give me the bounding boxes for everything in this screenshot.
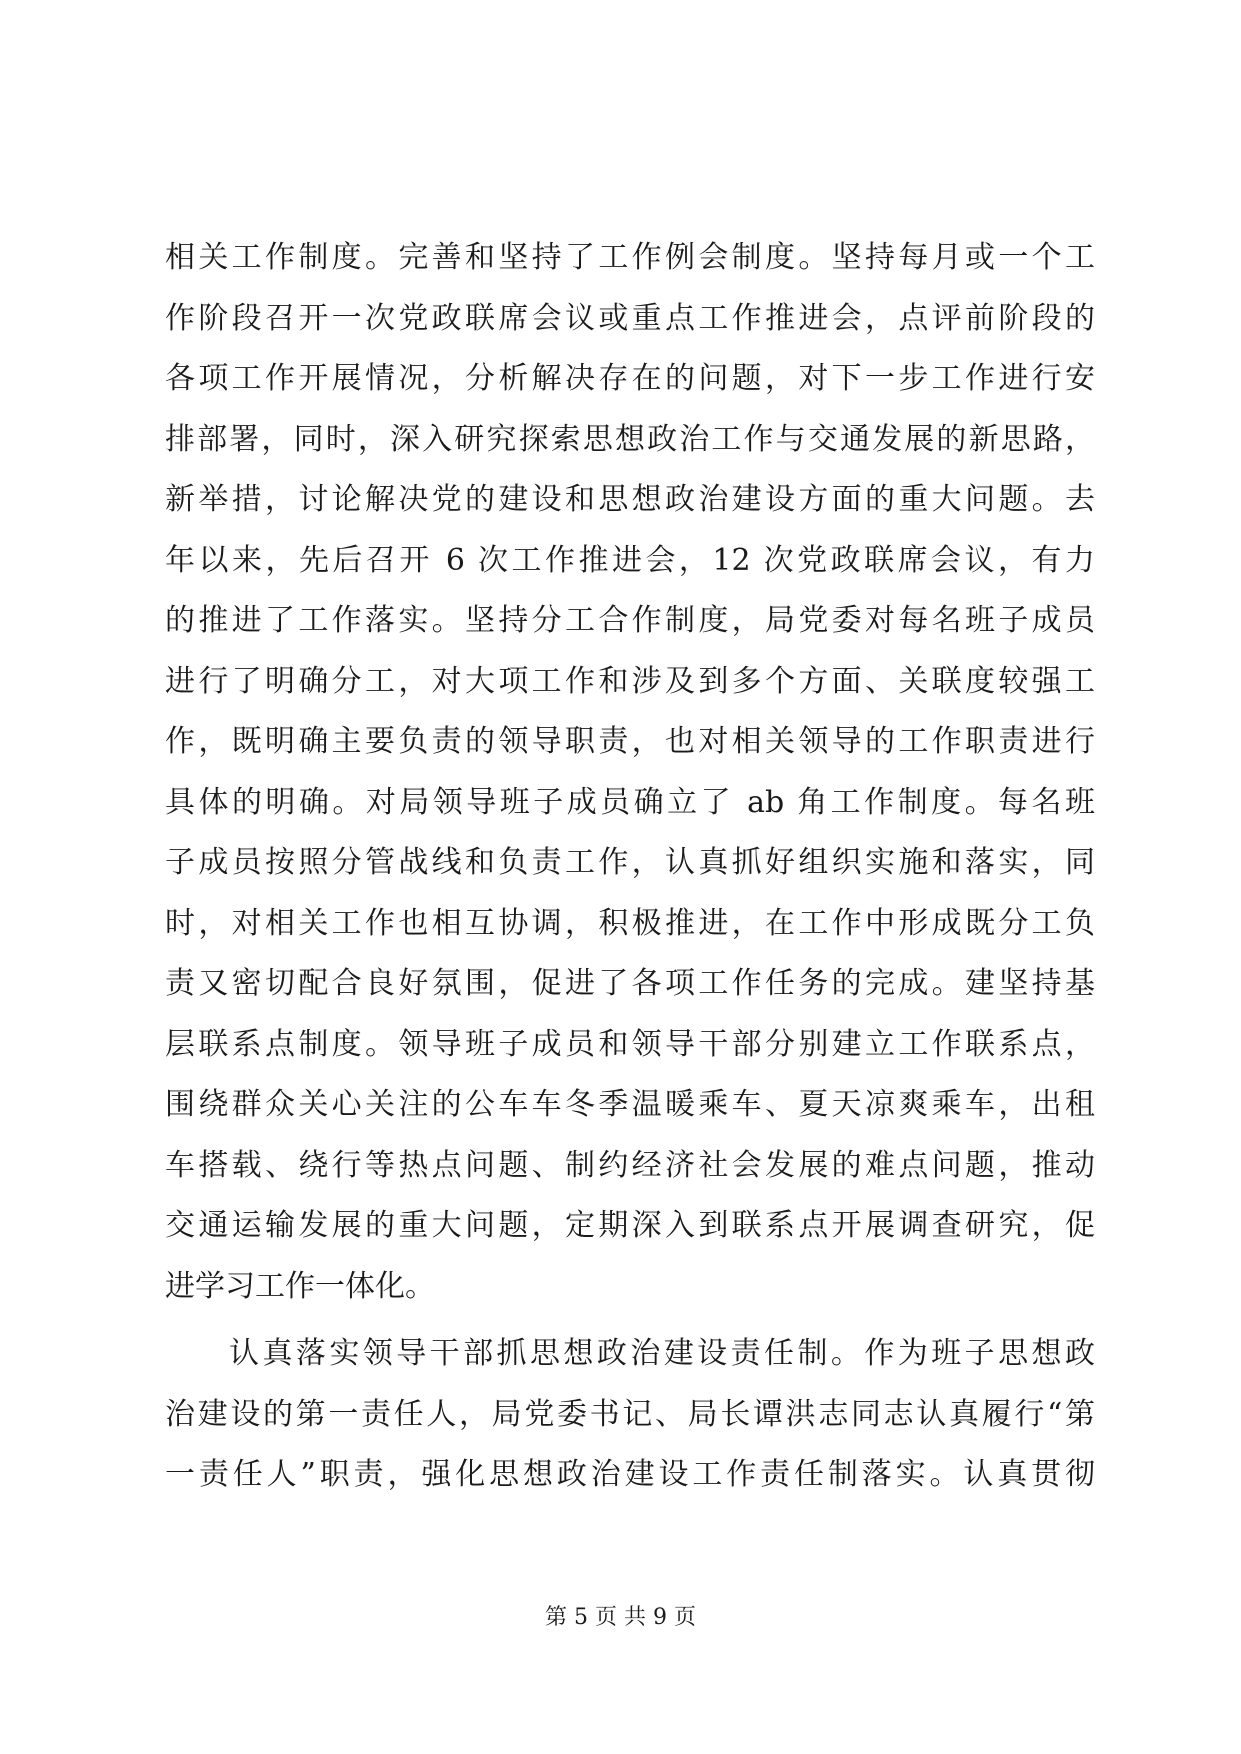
text-line: 交通运输发展的重大问题，定期深入到联系点开展调查研究，促 [165,1208,1095,1243]
text-line: 作阶段召开一次党政联席会议或重点工作推进会，点评前阶段的 [165,300,1095,336]
body-text [165,228,1095,1506]
text-line: 新举措，讨论解决党的建设和思想政治建设方面的重大问题。去 [165,482,1095,517]
text-line: 一责任人”职责，强化思想政治建设工作责任制落实。认真贯彻 [165,1457,1095,1492]
text-line: 认真落实领导干部抓思想政治建设责任制。作为班子思想政 [229,1336,1095,1371]
text-line: 各项工作开展情况，分析解决存在的问题，对下一步工作进行安 [165,361,1095,396]
paragraph-1 [165,228,1095,1317]
paragraph-2 [165,1324,1095,1506]
text-line: 具体的明确。对局领导班子成员确立了 ab 角工作制度。每名班 [165,784,1095,820]
text-line: 进学习工作一体化。 [165,1268,435,1304]
text-line: 相关工作制度。完善和坚持了工作例会制度。坚持每月或一个工 [165,240,1095,275]
text-line: 层联系点制度。领导班子成员和领导干部分别建立工作联系点， [165,1026,1095,1062]
text-line: 治建设的第一责任人，局党委书记、局长谭洪志同志认真履行“第 [165,1396,1095,1432]
text-line: 排部署，同时，深入研究探索思想政治工作与交通发展的新思路， [165,421,1095,457]
text-line: 车搭载、绕行等热点问题、制约经济社会发展的难点问题，推动 [165,1147,1095,1183]
text-line: 的推进了工作落实。坚持分工合作制度，局党委对每名班子成员 [165,603,1095,638]
text-line: 围绕群众关心关注的公车车冬季温暖乘车、夏天凉爽乘车，出租 [165,1087,1095,1122]
text-line: 作，既明确主要负责的领导职责，也对相关领导的工作职责进行 [165,724,1095,759]
text-line: 年以来，先后召开 6 次工作推进会，12 次党政联席会议，有力 [165,542,1095,578]
page-number-footer: 第 5 页 共 9 页 [545,1605,696,1630]
text-line: 子成员按照分管战线和负责工作，认真抓好组织实施和落实，同 [165,845,1095,880]
paragraph-gap [165,1317,1095,1324]
text-line: 责又密切配合良好氛围，促进了各项工作任务的完成。建坚持基 [165,966,1095,1001]
text-line: 时，对相关工作也相互协调，积极推进，在工作中形成既分工负 [165,905,1095,941]
text-line: 进行了明确分工，对大项工作和涉及到多个方面、关联度较强工 [165,663,1095,699]
